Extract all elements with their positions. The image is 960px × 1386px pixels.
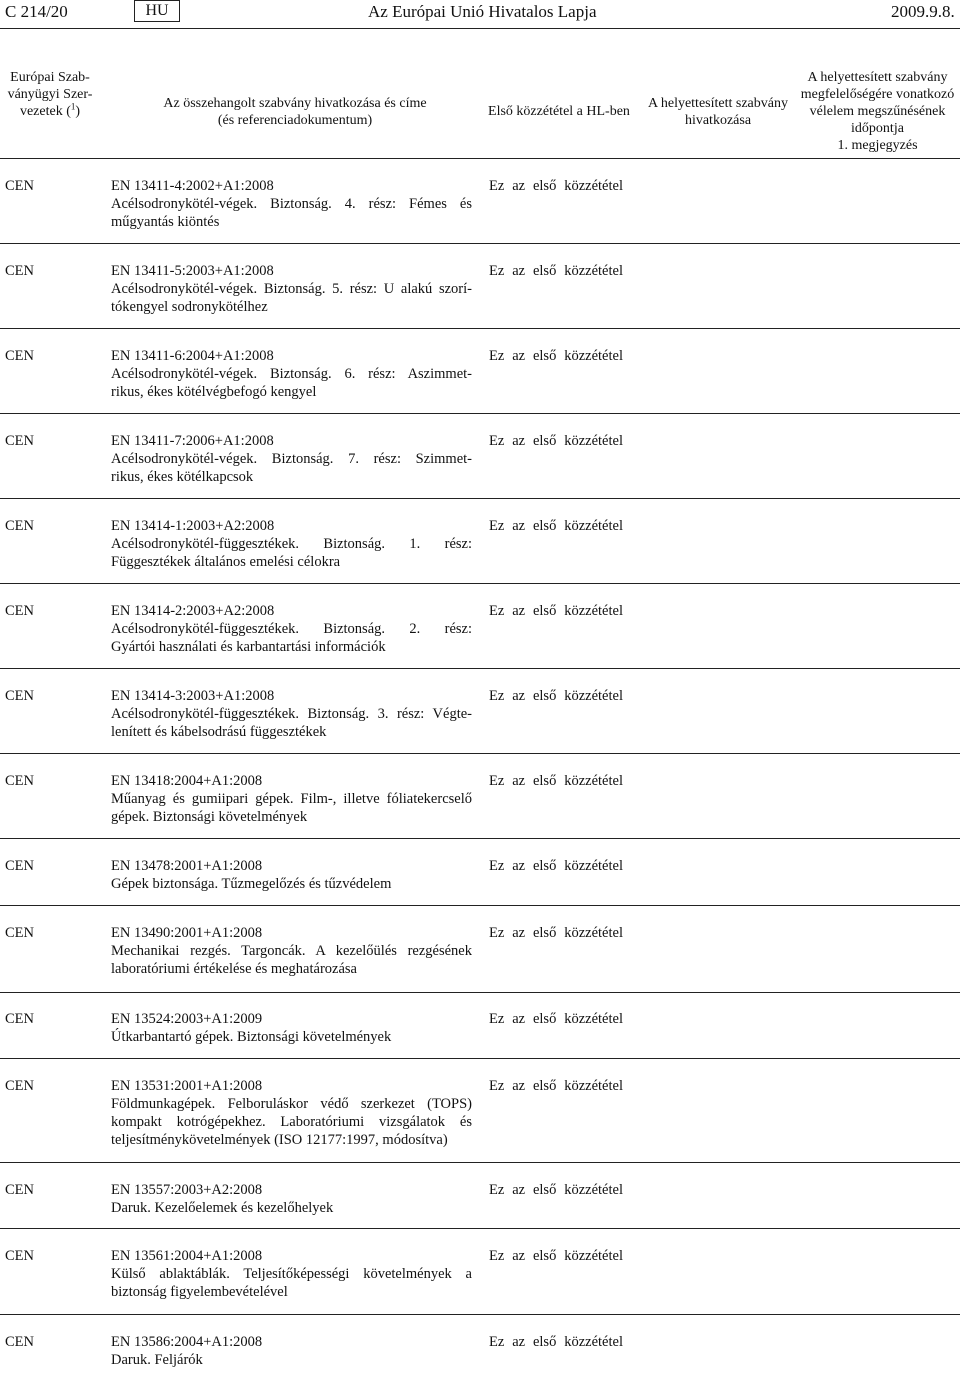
standard-cell [111,177,472,231]
standard-title-line: tókengyel sodronykötélhez [111,299,268,315]
standard-title-line: rikus, ékes kötélvégbefogó kengyel [111,384,317,400]
organisation-cell: CEN [5,925,34,941]
standard-reference: EN 13531:2001+A1:2008 [111,1078,263,1094]
standard-title-line: Daruk. Kezelőelemek és kezelőhelyek [111,1200,334,1216]
standard-reference: EN 13411-5:2003+A1:2008 [111,263,274,279]
standard-cell [111,432,472,486]
first-publication-cell: Ez az első közzététel [489,603,623,619]
organisation-cell: CEN [5,1334,34,1350]
first-publication-cell: Ez az első közzététel [489,688,623,704]
first-publication-cell: Ez az első közzététel [489,518,623,534]
row-divider [0,753,960,754]
organisation-cell: CEN [5,178,34,194]
first-publication-cell: Ez az első közzététel [489,1011,623,1027]
standard-reference: EN 13478:2001+A1:2008 [111,858,263,874]
standard-title-line: laboratóriumi értékelése és meghatározása [111,961,357,977]
standard-title-line: Acélsodronykötél-függesztékek. Biztonság. 1. rész: [111,536,472,552]
first-publication-cell: Ez az első közzététel [489,1078,623,1094]
standard-cell [111,347,472,401]
standard-cell [111,687,472,741]
publication-date: 2009.9.8. [891,2,955,21]
header-col-reference-title: Az összehangolt szabvány hivatkozása és címe (és referenciadokumentum) [163,96,427,128]
standard-reference: EN 13557:2003+A2:2008 [111,1182,263,1198]
standard-title-line: biztonság figyelembevételével [111,1284,288,1300]
first-publication-cell: Ez az első közzététel [489,925,623,941]
language-badge: HU [134,0,180,22]
standard-cell [111,1181,472,1217]
organisation-cell: CEN [5,1182,34,1198]
first-publication-cell: Ez az első közzététel [489,858,623,874]
standard-reference: EN 13418:2004+A1:2008 [111,773,263,789]
standard-title-line: Acélsodronykötél-végek. Biztonság. 7. rész: Szimmet- [111,451,472,467]
standard-reference: EN 13411-4:2002+A1:2008 [111,178,274,194]
standard-reference: EN 13414-1:2003+A2:2008 [111,518,275,534]
first-publication-cell: Ez az első közzététel [489,433,623,449]
standard-title-line: Gyártói használati és karbantartási információk [111,639,386,655]
standard-title-line: Útkarbantartó gépek. Biztonsági követelmények [111,1029,392,1045]
standard-reference: EN 13490:2001+A1:2008 [111,925,263,941]
standard-title-line: műgyantás kiöntés [111,214,220,230]
row-divider [0,1058,960,1059]
first-publication-cell: Ez az első közzététel [489,178,623,194]
row-divider [0,838,960,839]
standard-reference: EN 13414-2:2003+A2:2008 [111,603,275,619]
standard-title-line: kompakt kotrógépekhez. Laboratóriumi vizsgálatok és [111,1114,472,1130]
row-divider [0,905,960,906]
row-divider [0,243,960,244]
standard-title-line: teljesítménykövetelmények (ISO 12177:1997, módosítva) [111,1132,448,1148]
page-header [0,0,960,28]
standard-title-line: Földmunkagépek. Felboruláskor védő szerkezet (TOPS) [111,1096,472,1112]
standard-reference: EN 13586:2004+A1:2008 [111,1334,263,1350]
standard-reference: EN 13561:2004+A1:2008 [111,1248,263,1264]
standard-cell [111,1010,472,1046]
standard-cell [111,1333,472,1369]
standard-title-line: lenített és kábelsodrású függesztékek [111,724,327,740]
standard-cell [111,772,472,826]
standard-title-line: Acélsodronykötél-függesztékek. Biztonság. 2. rész: [111,621,472,637]
standard-cell [111,262,472,316]
first-publication-cell: Ez az első közzététel [489,1182,623,1198]
standard-title-line: Függesztékek általános emelési célokra [111,554,341,570]
row-divider [0,583,960,584]
organisation-cell: CEN [5,1011,34,1027]
first-publication-cell: Ez az első közzététel [489,773,623,789]
standard-reference: EN 13414-3:2003+A1:2008 [111,688,275,704]
header-col-superseded-standard: A helyettesített szabvány hivatkozása [648,96,788,128]
first-publication-cell: Ez az első közzététel [489,1334,623,1350]
journal-title: Az Európai Unió Hivatalos Lapja [368,2,597,21]
footnote-marker: 1 [70,101,76,112]
standard-cell [111,517,472,571]
page-reference: C 214/20 [5,2,68,21]
standard-cell [111,1247,472,1301]
organisation-cell: CEN [5,603,34,619]
standard-cell [111,857,472,893]
row-divider [0,992,960,993]
header-col-first-publication: Első közzététel a HL-ben [488,104,630,119]
header-rule [0,28,960,29]
organisation-cell: CEN [5,773,34,789]
organisation-cell: CEN [5,1078,34,1094]
first-publication-cell: Ez az első közzététel [489,263,623,279]
standard-title-line: rikus, ékes kötélkapcsok [111,469,254,485]
standard-title-line: Acélsodronykötél-függesztékek. Biztonság. 3. rész: Végte- [111,706,472,722]
organisation-cell: CEN [5,263,34,279]
row-divider [0,413,960,414]
standard-cell [111,924,472,978]
organisation-cell: CEN [5,518,34,534]
header-col-organisation: Európai Szab- ványügyi Szer- vezetek ($^1$) [7,70,93,119]
organisation-cell: CEN [5,433,34,449]
row-divider [0,668,960,669]
first-publication-cell: Ez az első közzététel [489,1248,623,1264]
table-header-rule [0,158,960,159]
standard-title-line: Acélsodronykötél-végek. Biztonság. 5. rész: U alakú szorí- [111,281,472,297]
standard-cell [111,1077,472,1149]
standard-reference: EN 13411-7:2006+A1:2008 [111,433,274,449]
organisation-cell: CEN [5,688,34,704]
standard-title-line: Műanyag és gumiipari gépek. Film-, illetve fóliatekercselő [111,791,472,807]
standard-title-line: Gépek biztonsága. Tűzmegelőzés és tűzvédelem [111,876,392,892]
organisation-cell: CEN [5,858,34,874]
standard-title-line: Acélsodronykötél-végek. Biztonság. 4. rész: Fémes és [111,196,472,212]
standard-reference: EN 13411-6:2004+A1:2008 [111,348,274,364]
standard-title-line: Külső ablaktáblák. Teljesítőképességi követelmények a [111,1266,472,1282]
row-divider [0,328,960,329]
row-divider [0,1162,960,1163]
standard-title-line: gépek. Biztonsági követelmények [111,809,308,825]
header-col-cessation-date: A helyettesített szabvány megfelelőségére vonatkozó vélelem megszűnésének időpontja 1. megjegyzés [800,70,955,153]
standard-reference: EN 13524:2003+A1:2009 [111,1011,263,1027]
standard-cell [111,602,472,656]
organisation-cell: CEN [5,1248,34,1264]
first-publication-cell: Ez az első közzététel [489,348,623,364]
standard-title-line: Acélsodronykötél-végek. Biztonság. 6. rész: Aszimmet- [111,366,472,382]
organisation-cell: CEN [5,348,34,364]
standard-title-line: Mechanikai rezgés. Targoncák. A kezelőülés rezgésének [111,943,472,959]
row-divider [0,1228,960,1229]
standard-title-line: Daruk. Feljárók [111,1352,203,1368]
row-divider [0,1314,960,1315]
row-divider [0,498,960,499]
